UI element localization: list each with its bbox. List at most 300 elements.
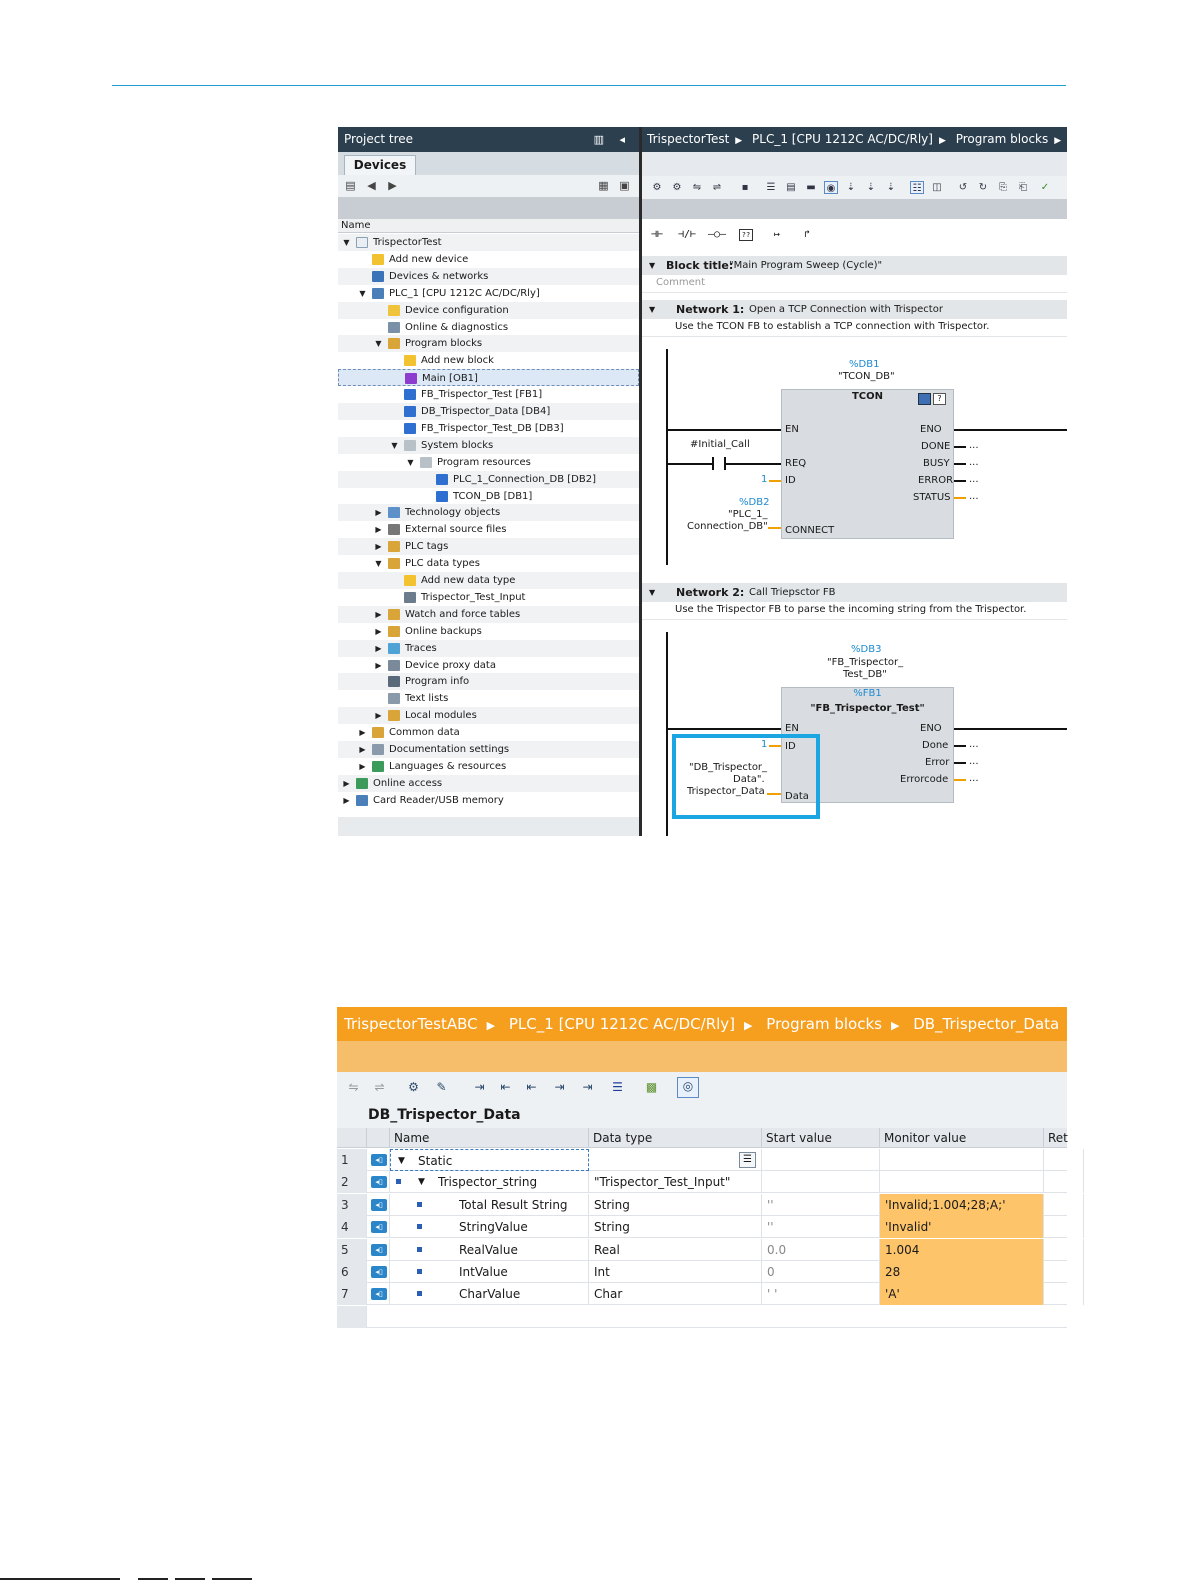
toolbar-icon[interactable]: ⇥ [554, 1080, 565, 1094]
breadcrumb-item[interactable]: PLC_1 [CPU 1212C AC/DC/Rly] [752, 132, 933, 146]
breadcrumb-item[interactable]: PLC_1 [CPU 1212C AC/DC/Rly] [508, 1015, 736, 1033]
empty-box-icon[interactable]: ?? [739, 229, 753, 241]
start-value-cell[interactable] [762, 1149, 880, 1171]
interface-icon: ◂▯ [371, 1266, 387, 1278]
network-1-comment-text: Use the TCON FB to establish a TCP connection with Trispector. [675, 321, 990, 332]
tree-item-label: Technology objects [405, 507, 501, 519]
retain-cell[interactable] [1044, 1216, 1084, 1238]
tree-item-label: Add new data type [421, 575, 516, 586]
tia-portal-screenshot [338, 127, 1089, 836]
tree-item-label: Add new device [389, 253, 469, 265]
db-band [337, 1041, 1067, 1072]
expanded-arrow-icon[interactable]: ▼ [391, 440, 398, 450]
row-number: 4 [337, 1216, 367, 1238]
toolbar-icon[interactable]: ⇋ [348, 1080, 359, 1094]
member-bullet-icon [417, 1224, 422, 1229]
row-icon-cell [367, 1216, 390, 1238]
tree-item[interactable] [338, 640, 639, 657]
tree-item-icon [436, 491, 448, 502]
table-row[interactable] [337, 1283, 1067, 1305]
tree-item[interactable] [338, 268, 639, 285]
tree-item-label: Device configuration [405, 304, 509, 316]
busy-operand[interactable]: ... [969, 457, 979, 468]
tree-item-label: PLC tags [405, 541, 449, 553]
retain-cell[interactable] [1044, 1171, 1084, 1193]
name-cell[interactable] [390, 1149, 589, 1171]
start-value-cell[interactable]: '' [762, 1194, 880, 1216]
comment-toggle-icon[interactable]: ◉ [824, 181, 838, 194]
tree-item[interactable] [338, 724, 639, 741]
fb-db-address: %DB3 [851, 644, 882, 655]
tree-item-icon [388, 338, 400, 349]
member-bullet-icon [417, 1269, 422, 1274]
start-value-cell[interactable]: ' ' [762, 1283, 880, 1305]
row-number: 3 [337, 1194, 367, 1216]
column-name[interactable]: Name [390, 1128, 589, 1148]
table-row[interactable] [337, 1239, 1067, 1261]
fb-address: %FB1 [853, 688, 882, 699]
collapsed-arrow-icon[interactable]: ▶ [375, 626, 382, 636]
tree-item-label: Online & diagnostics [405, 321, 509, 333]
tree-item-label: Local modules [405, 710, 477, 722]
expanded-arrow-icon[interactable]: ▼ [375, 339, 382, 349]
fb-done-operand[interactable]: ... [969, 739, 979, 750]
db-table-header [337, 1128, 1067, 1148]
tree-item[interactable] [338, 369, 639, 386]
chart-icon[interactable]: ▩ [645, 1080, 658, 1094]
tree-item[interactable] [338, 758, 639, 775]
toolbar-icon[interactable]: ⇥ [474, 1080, 485, 1094]
contact-left-bar [712, 457, 714, 470]
tree-item[interactable] [338, 352, 639, 369]
toolbar-icon[interactable]: ▪ [741, 182, 749, 193]
interface-icon: ◂▯ [371, 1288, 387, 1300]
tree-item-label: TCON_DB [DB1] [453, 490, 533, 502]
collapsed-arrow-icon[interactable]: ▶ [343, 795, 350, 805]
tree-item[interactable] [338, 437, 639, 454]
toolbar-icon[interactable]: ⇌ [374, 1080, 385, 1094]
retain-cell[interactable] [1044, 1149, 1084, 1171]
error-wire [954, 480, 966, 482]
collapse-pane-icon[interactable]: ▥ ◂ [593, 133, 631, 146]
tree-item-label: Add new block [421, 355, 494, 367]
tree-item-icon [356, 778, 368, 789]
collapsed-arrow-icon[interactable]: ▶ [375, 660, 382, 670]
table-row[interactable] [337, 1171, 1067, 1193]
expand-arrow-icon[interactable]: ▼ [398, 1156, 405, 1166]
expanded-arrow-icon[interactable]: ▼ [359, 288, 366, 298]
pin-connect: CONNECT [785, 525, 835, 536]
row-number: 2 [337, 1171, 367, 1193]
breadcrumb-item[interactable]: DB_Trispector_Data [913, 1015, 1060, 1033]
block-info-icon[interactable] [918, 393, 931, 405]
member-name: IntValue [459, 1265, 508, 1279]
initial-call-operand[interactable]: #Initial_Call [690, 439, 750, 450]
error-wire [954, 762, 966, 764]
eno-wire [954, 728, 1067, 730]
fb-errorcode-operand[interactable]: ... [969, 773, 979, 784]
tree-item-label: Devices & networks [389, 270, 489, 282]
bottom-mark [138, 1578, 168, 1580]
network-2-bar[interactable] [642, 583, 1067, 602]
toolbar-icon[interactable]: ◫ [932, 182, 942, 193]
tree-item-icon [388, 541, 400, 552]
breadcrumb-item[interactable]: TrispectorTest [647, 132, 730, 146]
toolbar-icon[interactable]: ⇣ [866, 182, 876, 193]
tab-devices[interactable]: Devices [344, 155, 416, 175]
collapse-icon[interactable]: ▼ [649, 305, 656, 314]
tree-item-icon [388, 710, 400, 721]
tree-item[interactable] [338, 335, 639, 352]
member-name: Static [418, 1154, 453, 1168]
collapsed-arrow-icon[interactable]: ▶ [375, 508, 382, 518]
toolbar-icon[interactable]: ↺ [958, 182, 968, 193]
tree-item-label: PLC_1 [CPU 1212C AC/DC/Rly] [389, 287, 540, 299]
new-item-icon[interactable]: ▤ [345, 179, 356, 192]
monitor-value-cell [880, 1149, 1044, 1171]
start-value-cell[interactable]: 0 [762, 1261, 880, 1283]
db-block-title: DB_Trispector_Data [337, 1102, 1067, 1128]
done-operand[interactable]: ... [969, 440, 979, 451]
block-title-bar[interactable] [642, 256, 1067, 275]
row-number: 1 [337, 1149, 367, 1171]
table-row[interactable] [337, 1194, 1067, 1216]
toolbar-icon[interactable]: ⇥ [582, 1080, 593, 1094]
fb-error-operand[interactable]: ... [969, 756, 979, 767]
breadcrumb-item[interactable]: Program blocks [955, 132, 1049, 146]
name-cell[interactable] [390, 1239, 589, 1261]
retain-cell[interactable] [1044, 1194, 1084, 1216]
breadcrumb-item[interactable]: Program blocks [766, 1015, 882, 1033]
interface-icon: ◂▯ [371, 1154, 387, 1166]
header-icon [367, 1128, 390, 1148]
status-wire [954, 497, 966, 499]
tree-item-label: Device proxy data [405, 659, 496, 671]
db-breadcrumb: TrispectorTestABC ▶ PLC_1 [CPU 1212C AC/DC/Rly] ▶ Program blocks ▶ DB_Trispector_Data [337, 1007, 1067, 1041]
name-cell[interactable] [390, 1283, 589, 1305]
tree-item-label: External source files [405, 524, 507, 536]
toolbar-icon[interactable]: ↻ [978, 182, 988, 193]
tree-item[interactable] [338, 572, 639, 589]
toolbar-icon[interactable]: ⇣ [886, 182, 896, 193]
tree-item-label: System blocks [421, 439, 494, 451]
collapsed-arrow-icon[interactable]: ▶ [375, 525, 382, 535]
tree-item-label: FB_Trispector_Test_DB [DB3] [421, 422, 564, 434]
data-operand-1[interactable]: "DB_Trispector_ [689, 762, 768, 773]
name-cell[interactable] [390, 1194, 589, 1216]
id-value[interactable]: 1 [761, 474, 768, 485]
collapsed-arrow-icon[interactable]: ▶ [375, 542, 382, 552]
member-name: Total Result String [459, 1197, 568, 1212]
collapse-icon[interactable]: ▼ [649, 588, 656, 597]
block-title-value: "Main Program Sweep (Cycle)" [729, 260, 883, 271]
collapsed-arrow-icon[interactable]: ▶ [375, 643, 382, 653]
monitor-value-cell [880, 1171, 1044, 1193]
interface-icon: ◂▯ [371, 1221, 387, 1233]
tree-item[interactable] [338, 555, 639, 572]
toolbar-icon[interactable]: ⇤ [500, 1080, 511, 1094]
tree-item-icon [436, 474, 448, 485]
table-row[interactable] [337, 1149, 1067, 1171]
tree-item[interactable] [338, 285, 639, 302]
toolbar-icon[interactable]: ⇌ [712, 182, 722, 193]
collapsed-arrow-icon[interactable]: ▶ [359, 745, 366, 754]
column-retain[interactable]: Ret [1048, 1131, 1068, 1145]
start-value-cell[interactable]: '' [762, 1216, 880, 1238]
connect-db-address: %DB2 [739, 497, 770, 508]
tree-item-label: Trispector_Test_Input [421, 591, 526, 603]
connect-db-name-1[interactable]: "PLC_1_ [728, 509, 768, 520]
status-operand[interactable]: ... [969, 491, 979, 502]
tree-item[interactable] [338, 792, 639, 809]
expanded-arrow-icon[interactable]: ▼ [375, 559, 382, 569]
tree-item-icon [404, 440, 416, 451]
tree-item[interactable] [338, 741, 639, 758]
pin-error: Error [925, 757, 950, 768]
row-icon-cell [367, 1283, 390, 1305]
row-icon-cell [367, 1194, 390, 1216]
toolbar-icon[interactable]: ⇣ [846, 182, 856, 193]
no-contact-icon[interactable]: ⊣⊢ [650, 229, 664, 240]
toolbar-icon[interactable]: ☰ [766, 182, 776, 193]
toolbar-icon[interactable]: ☷ [910, 181, 924, 194]
export-icon[interactable]: ▣ [619, 179, 630, 192]
eno-wire [954, 429, 1067, 431]
tree-item[interactable] [338, 707, 639, 724]
tcon-block-title: TCON [851, 391, 884, 402]
tree-item-icon [372, 761, 384, 772]
tree-item[interactable] [338, 690, 639, 707]
tree-item[interactable] [338, 606, 639, 623]
tree-item-icon [372, 271, 384, 282]
breadcrumb-item[interactable]: TrispectorTestABC [344, 1015, 478, 1033]
pin-eno: ENO [920, 723, 942, 734]
column-start-value[interactable]: Start value [762, 1128, 880, 1148]
expand-arrow-icon[interactable]: ▼ [418, 1177, 425, 1188]
error-operand[interactable]: ... [969, 474, 979, 485]
tree-item-icon [388, 305, 400, 316]
pin-en: EN [785, 723, 799, 734]
data-type-cell[interactable]: Int [589, 1261, 762, 1283]
tree-item-icon [404, 575, 416, 586]
toolbar-icon[interactable]: ⚙ [408, 1080, 419, 1094]
tree-item[interactable] [338, 251, 639, 268]
expanded-arrow-icon[interactable]: ▼ [407, 457, 414, 467]
network-2-comment[interactable] [642, 602, 1067, 620]
tree-item[interactable] [338, 488, 639, 505]
expanded-arrow-icon[interactable]: ▼ [343, 238, 350, 247]
tree-item[interactable] [338, 319, 639, 336]
tree-item-icon [388, 693, 400, 704]
data-operand-2[interactable]: Data". [733, 774, 765, 785]
pin-done: DONE [921, 441, 951, 452]
tree-item-label: Card Reader/USB memory [373, 794, 504, 806]
bottom-mark [212, 1578, 252, 1580]
tree-item-label: Program blocks [405, 338, 483, 350]
retain-cell[interactable] [1044, 1261, 1084, 1283]
bottom-mark [0, 1578, 120, 1580]
member-name: RealValue [459, 1242, 518, 1257]
editor-interface-bar [642, 199, 1067, 219]
member-name: Trispector_string [438, 1175, 538, 1190]
toolbar-icon[interactable]: ⎗ [1019, 182, 1027, 193]
name-cell[interactable] [390, 1171, 589, 1193]
tree-item[interactable] [338, 386, 639, 403]
tree-item[interactable] [338, 420, 639, 437]
pin-en: EN [785, 424, 799, 435]
network-2-label: Network 2: [676, 586, 745, 599]
tree-item-label: TrispectorTest [373, 237, 442, 248]
table-row[interactable] [337, 1216, 1067, 1238]
db-editor-screenshot [337, 1007, 1067, 1327]
tree-item[interactable] [338, 589, 639, 606]
member-name: StringValue [459, 1220, 528, 1235]
interface-icon: ◂▯ [371, 1176, 387, 1188]
toolbar-icon[interactable]: ⚙ [652, 182, 662, 193]
pin-status: STATUS [913, 492, 951, 503]
data-operand-3[interactable]: Trispector_Data [687, 786, 765, 797]
forward-icon[interactable]: ▶ [388, 179, 397, 192]
table-row[interactable] [337, 1261, 1067, 1283]
tree-item[interactable] [338, 673, 639, 690]
collapsed-arrow-icon[interactable]: ▶ [359, 761, 366, 771]
toolbar-icon[interactable]: ⎘ [999, 182, 1007, 193]
done-wire [954, 446, 966, 448]
data-type-cell[interactable]: Char [589, 1283, 762, 1305]
data-type-cell[interactable] [589, 1149, 762, 1171]
collapsed-arrow-icon[interactable]: ▶ [375, 711, 382, 721]
toolbar-icon[interactable]: ▤ [786, 182, 796, 193]
block-title-label: Block title: [666, 259, 734, 272]
tree-item-icon [404, 389, 416, 400]
name-cell[interactable] [390, 1216, 589, 1238]
collapsed-arrow-icon[interactable]: ▶ [343, 778, 350, 788]
close-branch-icon[interactable]: ↱ [803, 229, 811, 240]
pin-data: Data [785, 791, 809, 802]
tree-item[interactable] [338, 403, 639, 420]
data-type-cell[interactable]: Real [589, 1239, 762, 1261]
tree-item[interactable] [338, 538, 639, 555]
page-top-rule [112, 85, 1066, 86]
fb-db-name-1: "FB_Trispector_ [827, 657, 904, 668]
tree-item[interactable] [338, 775, 639, 792]
editor-breadcrumb: TrispectorTest ▶ PLC_1 [CPU 1212C AC/DC/Rly] ▶ Program blocks ▶ Ma [642, 127, 1067, 152]
tree-item[interactable] [338, 521, 639, 538]
ladder-editor [642, 127, 1089, 836]
toolbar-icon[interactable]: ⇋ [692, 182, 702, 193]
member-name: CharValue [459, 1287, 521, 1302]
interface-icon: ◂▯ [371, 1199, 387, 1211]
breadcrumb-item[interactable]: Ma [1071, 132, 1089, 146]
block-comment[interactable] [642, 275, 1067, 293]
tree-item[interactable] [338, 454, 639, 471]
tree-item[interactable] [338, 504, 639, 521]
tree-item-label: Program resources [437, 456, 531, 468]
row-number: 7 [337, 1283, 367, 1305]
start-value-cell[interactable] [762, 1171, 880, 1193]
tree-item-icon [372, 727, 384, 738]
collapsed-arrow-icon[interactable]: ▶ [375, 609, 382, 619]
fb-db-name-2: Test_DB" [843, 669, 887, 680]
network-1-bar[interactable] [642, 300, 1067, 319]
open-branch-icon[interactable]: ↦ [773, 229, 781, 240]
tree-item-icon [388, 643, 400, 654]
project-tree-bottom [338, 817, 639, 836]
tree-item-label: Online access [373, 777, 443, 789]
retain-cell[interactable] [1044, 1283, 1084, 1305]
type-picker-icon[interactable]: ☰ [739, 1152, 756, 1168]
project-tree-toolbar [338, 175, 639, 197]
column-data-type[interactable]: Data type [589, 1128, 762, 1148]
tree-item[interactable] [338, 234, 639, 251]
monitor-glasses-icon[interactable]: ◎ [677, 1077, 699, 1098]
toolbar-icon[interactable]: ▬ [806, 182, 816, 193]
tree-item-label: Languages & resources [389, 760, 507, 772]
pin-req: REQ [785, 458, 807, 469]
back-icon[interactable]: ◀ [367, 179, 376, 192]
pin-error: ERROR [918, 475, 954, 486]
fb-id-value[interactable]: 1 [761, 739, 768, 750]
tree-item-label: Documentation settings [389, 744, 510, 755]
connect-db-name-2[interactable]: Connection_DB" [687, 521, 768, 532]
tree-item[interactable] [338, 657, 639, 674]
toolbar-icon[interactable]: ⚙ [672, 182, 682, 193]
tree-item[interactable] [338, 471, 639, 488]
fb-block-title: "FB_Trispector_Test" [810, 703, 925, 714]
toolbar-icon[interactable]: ⇤ [526, 1080, 537, 1094]
data-type-cell[interactable]: "Trispector_Test_Input" [589, 1171, 762, 1193]
member-bullet-icon [417, 1247, 422, 1252]
retain-cell[interactable] [1044, 1239, 1084, 1261]
tree-item-icon [388, 626, 400, 637]
interface-icon: ◂▯ [371, 1244, 387, 1256]
pin-fb-id: ID [785, 741, 796, 752]
tree-item-icon [388, 322, 400, 333]
tree-item[interactable] [338, 623, 639, 640]
collapsed-arrow-icon[interactable]: ▶ [359, 728, 366, 738]
name-cell[interactable] [390, 1261, 589, 1283]
network-1-comment[interactable] [642, 319, 1067, 337]
power-rail [666, 349, 668, 565]
monitor-value-cell: 1.004 [880, 1239, 1044, 1261]
list-icon[interactable]: ☰ [612, 1080, 623, 1094]
errorcode-wire [954, 779, 966, 781]
toolbar-icon[interactable]: ✎ [436, 1080, 447, 1094]
data-type-cell[interactable]: String [589, 1194, 762, 1216]
tree-item-icon [372, 744, 384, 755]
nc-contact-icon[interactable]: ⊣/⊢ [677, 229, 697, 240]
column-header-name[interactable]: Name [338, 219, 639, 233]
details-view-icon[interactable]: ▦ [598, 179, 609, 192]
column-monitor-value[interactable]: Monitor value [880, 1128, 1044, 1148]
member-bullet-icon [417, 1202, 422, 1207]
tree-item[interactable] [338, 302, 639, 319]
header-num [337, 1128, 367, 1148]
data-type-cell[interactable]: String [589, 1216, 762, 1238]
coil-icon[interactable]: –○– [707, 229, 727, 240]
tcon-db-name: "TCON_DB" [838, 371, 895, 382]
pin-id: ID [785, 475, 796, 486]
start-value-cell[interactable]: 0.0 [762, 1239, 880, 1261]
done-wire [954, 745, 966, 747]
monitor-icon[interactable]: ✓ [1040, 182, 1050, 193]
block-help-icon[interactable]: ? [933, 393, 946, 405]
project-tree-title: Project tree [344, 132, 414, 146]
empty-table-row[interactable] [337, 1306, 1067, 1328]
highlight-callout [672, 734, 820, 819]
monitor-value-cell: 'A' [880, 1283, 1044, 1305]
collapse-icon[interactable]: ▼ [649, 261, 656, 270]
